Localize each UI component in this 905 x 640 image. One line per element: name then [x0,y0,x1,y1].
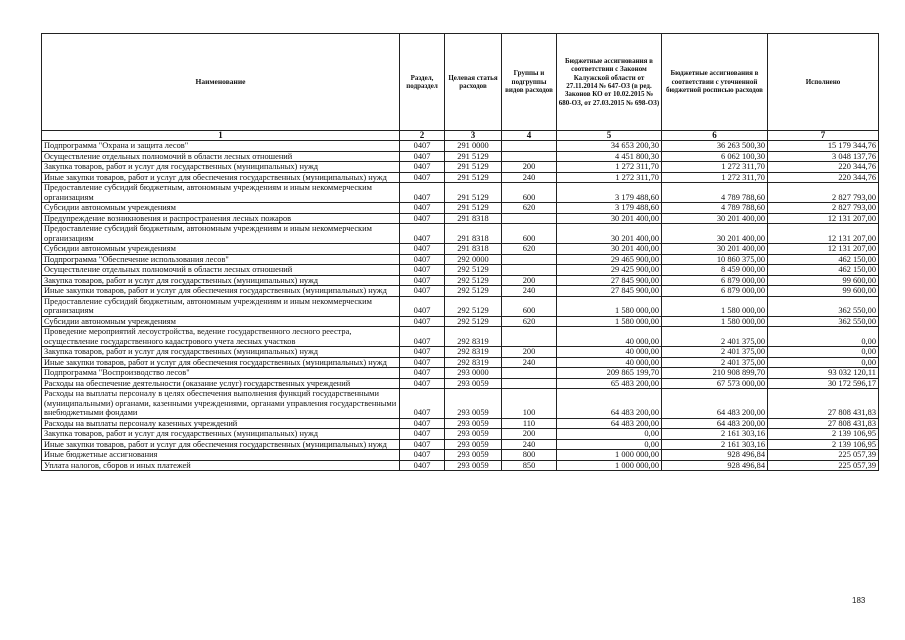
row-law-amount: 30 201 400,00 [557,244,662,255]
row-refined-amount: 10 860 375,00 [662,254,768,265]
row-target: 292 5129 [445,275,502,286]
table-header-row [42,34,879,131]
row-section: 0407 [400,244,445,255]
row-name: Субсидии автономным учреждениям [42,244,400,255]
row-executed-amount: 99 600,00 [768,286,879,297]
row-name: Расходы на обеспечение деятельности (оказание услуг) государственных учреждений [42,378,400,389]
row-group: 200 [502,275,557,286]
row-executed-amount: 462 150,00 [768,254,879,265]
row-law-amount: 64 483 200,00 [557,418,662,429]
row-refined-amount: 2 161 303,16 [662,429,768,440]
row-name: Закупка товаров, работ и услуг для государственных (муниципальных) нужд [42,347,400,358]
row-refined-amount: 6 062 100,30 [662,151,768,162]
row-name: Уплата налогов, сборов и иных платежей [42,460,400,471]
row-executed-amount: 0,00 [768,327,879,347]
row-name: Иные закупки товаров, работ и услуг для обеспечения государственных (муниципальных) нужд [42,357,400,368]
row-law-amount: 0,00 [557,429,662,440]
row-executed-amount: 3 048 137,76 [768,151,879,162]
row-group: 800 [502,450,557,461]
row-group: 850 [502,460,557,471]
row-refined-amount: 1 272 311,70 [662,172,768,183]
row-section: 0407 [400,141,445,152]
row-refined-amount: 928 496,84 [662,450,768,461]
row-law-amount: 4 451 800,30 [557,151,662,162]
table-row [42,183,879,203]
row-section: 0407 [400,172,445,183]
table-row [42,213,879,224]
row-name: Субсидии автономным учреждениям [42,203,400,214]
row-law-amount: 64 483 200,00 [557,389,662,419]
row-target: 292 5129 [445,296,502,316]
table-row [42,389,879,419]
row-section: 0407 [400,450,445,461]
row-section: 0407 [400,347,445,358]
row-name: Закупка товаров, работ и услуг для государственных (муниципальных) нужд [42,429,400,440]
table-row [42,172,879,183]
row-group [502,368,557,379]
row-target: 293 0059 [445,418,502,429]
row-executed-amount: 30 172 596,17 [768,378,879,389]
row-refined-amount: 210 908 899,70 [662,368,768,379]
row-refined-amount: 6 879 000,00 [662,275,768,286]
row-refined-amount: 64 483 200,00 [662,418,768,429]
row-group [502,378,557,389]
row-group: 200 [502,429,557,440]
row-section: 0407 [400,286,445,297]
table-row [42,203,879,214]
row-name: Иные бюджетные ассигнования [42,450,400,461]
row-section: 0407 [400,327,445,347]
row-target: 291 5129 [445,203,502,214]
row-target: 291 5129 [445,162,502,173]
row-group: 600 [502,224,557,244]
row-target: 293 0059 [445,389,502,419]
row-target: 291 5129 [445,172,502,183]
row-section: 0407 [400,275,445,286]
row-target: 291 5129 [445,183,502,203]
row-law-amount: 3 179 488,60 [557,183,662,203]
row-name: Подпрограмма "Охрана и защита лесов" [42,141,400,152]
row-target: 292 5129 [445,316,502,327]
row-name: Предоставление субсидий бюджетным, автономным учреждениям и иным некоммерческим организациям [42,183,400,203]
row-executed-amount: 99 600,00 [768,275,879,286]
table-row [42,439,879,450]
row-law-amount: 34 653 200,30 [557,141,662,152]
column-number: 2 [400,131,445,141]
row-section: 0407 [400,316,445,327]
row-law-amount: 40 000,00 [557,357,662,368]
row-name: Субсидии автономным учреждениям [42,316,400,327]
row-name: Предоставление субсидий бюджетным, автономным учреждениям и иным некоммерческим организациям [42,224,400,244]
header-refined: Бюджетные ассигнования в соответствии с уточненной бюджетной росписью расходов [662,34,768,131]
column-number: 5 [557,131,662,141]
table-row [42,316,879,327]
row-section: 0407 [400,213,445,224]
row-target: 293 0059 [445,450,502,461]
row-name: Закупка товаров, работ и услуг для государственных (муниципальных) нужд [42,275,400,286]
header-name: Наименование [42,34,400,131]
column-number: 3 [445,131,502,141]
row-law-amount: 1 272 311,70 [557,172,662,183]
row-law-amount: 27 845 900,00 [557,275,662,286]
header-target: Целевая статья расходов [445,34,502,131]
row-target: 291 8318 [445,213,502,224]
column-number: 4 [502,131,557,141]
row-target: 292 5129 [445,286,502,297]
row-name: Осуществление отдельных полномочий в области лесных отношений [42,151,400,162]
row-refined-amount: 6 879 000,00 [662,286,768,297]
row-executed-amount: 12 131 207,00 [768,244,879,255]
row-name: Осуществление отдельных полномочий в области лесных отношений [42,265,400,276]
row-section: 0407 [400,151,445,162]
row-executed-amount: 2 139 106,95 [768,429,879,440]
row-law-amount: 30 201 400,00 [557,224,662,244]
row-executed-amount: 12 131 207,00 [768,224,879,244]
row-target: 292 5129 [445,265,502,276]
row-refined-amount: 928 496,84 [662,460,768,471]
table-row [42,244,879,255]
row-executed-amount: 0,00 [768,357,879,368]
row-executed-amount: 93 032 120,11 [768,368,879,379]
row-name: Подпрограмма "Воспроизводство лесов" [42,368,400,379]
row-executed-amount: 220 344,76 [768,172,879,183]
row-executed-amount: 220 344,76 [768,162,879,173]
table-row [42,275,879,286]
row-refined-amount: 2 401 375,00 [662,327,768,347]
page-number: 183 [852,596,866,605]
row-section: 0407 [400,254,445,265]
row-name: Подпрограмма "Обеспечение использования лесов" [42,254,400,265]
row-name: Закупка товаров, работ и услуг для государственных (муниципальных) нужд [42,162,400,173]
row-section: 0407 [400,460,445,471]
row-group: 100 [502,389,557,419]
row-law-amount: 65 483 200,00 [557,378,662,389]
row-refined-amount: 64 483 200,00 [662,389,768,419]
row-target: 293 0059 [445,460,502,471]
row-refined-amount: 4 789 788,60 [662,183,768,203]
row-law-amount: 3 179 488,60 [557,203,662,214]
row-group [502,151,557,162]
column-number: 6 [662,131,768,141]
row-refined-amount: 2 401 375,00 [662,357,768,368]
row-refined-amount: 67 573 000,00 [662,378,768,389]
table-row [42,224,879,244]
table-row [42,378,879,389]
table-row [42,296,879,316]
row-executed-amount: 362 550,00 [768,296,879,316]
row-target: 292 0000 [445,254,502,265]
table-row [42,286,879,297]
row-target: 292 8319 [445,327,502,347]
row-refined-amount: 30 201 400,00 [662,213,768,224]
row-group [502,254,557,265]
row-group [502,213,557,224]
row-refined-amount: 4 789 788,60 [662,203,768,214]
row-group: 240 [502,172,557,183]
row-section: 0407 [400,439,445,450]
row-group [502,265,557,276]
row-law-amount: 30 201 400,00 [557,213,662,224]
row-name: Иные закупки товаров, работ и услуг для обеспечения государственных (муниципальных) нужд [42,286,400,297]
row-refined-amount: 2 401 375,00 [662,347,768,358]
row-target: 291 8318 [445,244,502,255]
row-refined-amount: 8 459 000,00 [662,265,768,276]
table-row [42,254,879,265]
row-name: Иные закупки товаров, работ и услуг для обеспечения государственных (муниципальных) нужд [42,172,400,183]
row-executed-amount: 15 179 344,76 [768,141,879,152]
row-section: 0407 [400,357,445,368]
row-executed-amount: 0,00 [768,347,879,358]
row-name: Предупреждение возникновения и распространения лесных пожаров [42,213,400,224]
row-law-amount: 29 425 900,00 [557,265,662,276]
row-law-amount: 29 465 900,00 [557,254,662,265]
header-law: Бюджетные ассигнования в соответствии с Законом Калужской области от 27.11.2014 № 647-ОЗ (в ред. Законов КО от 10.02.2015 № 680-ОЗ, от 27.03.2015 № 698-ОЗ) [557,34,662,131]
row-law-amount: 209 865 199,70 [557,368,662,379]
row-law-amount: 40 000,00 [557,327,662,347]
row-refined-amount: 1 580 000,00 [662,316,768,327]
row-name: Иные закупки товаров, работ и услуг для обеспечения государственных (муниципальных) нужд [42,439,400,450]
row-law-amount: 1 580 000,00 [557,316,662,327]
row-group [502,141,557,152]
row-section: 0407 [400,368,445,379]
row-section: 0407 [400,265,445,276]
row-refined-amount: 1 580 000,00 [662,296,768,316]
row-section: 0407 [400,296,445,316]
row-group: 600 [502,296,557,316]
header-section: Раздел, подраздел [400,34,445,131]
row-target: 293 0059 [445,439,502,450]
row-group: 200 [502,162,557,173]
row-section: 0407 [400,224,445,244]
row-group: 620 [502,203,557,214]
row-name: Предоставление субсидий бюджетным, автономным учреждениям и иным некоммерческим организациям [42,296,400,316]
row-group: 110 [502,418,557,429]
row-law-amount: 40 000,00 [557,347,662,358]
row-section: 0407 [400,203,445,214]
row-group: 240 [502,357,557,368]
row-executed-amount: 27 808 431,83 [768,418,879,429]
row-executed-amount: 362 550,00 [768,316,879,327]
header-executed: Исполнено [768,34,879,131]
table-row [42,357,879,368]
row-target: 291 0000 [445,141,502,152]
row-law-amount: 1 580 000,00 [557,296,662,316]
table-row [42,327,879,347]
table-row [42,368,879,379]
header-groups: Группы и подгруппы видов расходов [502,34,557,131]
row-refined-amount: 30 201 400,00 [662,244,768,255]
row-law-amount: 27 845 900,00 [557,286,662,297]
row-executed-amount: 27 808 431,83 [768,389,879,419]
table-row [42,347,879,358]
row-executed-amount: 2 827 793,00 [768,203,879,214]
row-refined-amount: 1 272 311,70 [662,162,768,173]
row-target: 292 8319 [445,347,502,358]
row-group: 600 [502,183,557,203]
row-law-amount: 1 000 000,00 [557,460,662,471]
budget-table [41,33,879,471]
row-target: 293 0000 [445,368,502,379]
row-section: 0407 [400,389,445,419]
row-target: 291 8318 [445,224,502,244]
row-group: 620 [502,244,557,255]
table-row [42,450,879,461]
row-refined-amount: 36 263 500,30 [662,141,768,152]
row-section: 0407 [400,162,445,173]
row-law-amount: 1 272 311,70 [557,162,662,173]
table-row [42,265,879,276]
row-target: 293 0059 [445,378,502,389]
table-row [42,141,879,152]
row-executed-amount: 462 150,00 [768,265,879,276]
table-row [42,460,879,471]
table-row [42,429,879,440]
column-number: 1 [42,131,400,141]
row-group: 200 [502,347,557,358]
row-law-amount: 1 000 000,00 [557,450,662,461]
row-group [502,327,557,347]
table-row [42,151,879,162]
row-executed-amount: 2 139 106,95 [768,439,879,450]
row-name: Проведение мероприятий лесоустройства, ведение государственного лесного реестра, осуществление государственного кадастрового учета лесных участков [42,327,400,347]
column-number-row [42,131,879,141]
column-number: 7 [768,131,879,141]
row-law-amount: 0,00 [557,439,662,450]
row-target: 292 8319 [445,357,502,368]
row-group: 240 [502,439,557,450]
row-target: 293 0059 [445,429,502,440]
row-name: Расходы на выплаты персоналу в целях обеспечения выполнения функций государственными (муниципальными) органами, казенными учреждениями, органами управления государственными внебюджетными фондами [42,389,400,419]
table-row [42,418,879,429]
row-executed-amount: 2 827 793,00 [768,183,879,203]
row-group: 620 [502,316,557,327]
row-section: 0407 [400,418,445,429]
row-executed-amount: 12 131 207,00 [768,213,879,224]
row-refined-amount: 2 161 303,16 [662,439,768,450]
row-executed-amount: 225 057,39 [768,460,879,471]
row-executed-amount: 225 057,39 [768,450,879,461]
row-refined-amount: 30 201 400,00 [662,224,768,244]
table-row [42,162,879,173]
row-target: 291 5129 [445,151,502,162]
row-section: 0407 [400,183,445,203]
row-group: 240 [502,286,557,297]
row-section: 0407 [400,378,445,389]
row-section: 0407 [400,429,445,440]
row-name: Расходы на выплаты персоналу казенных учреждений [42,418,400,429]
